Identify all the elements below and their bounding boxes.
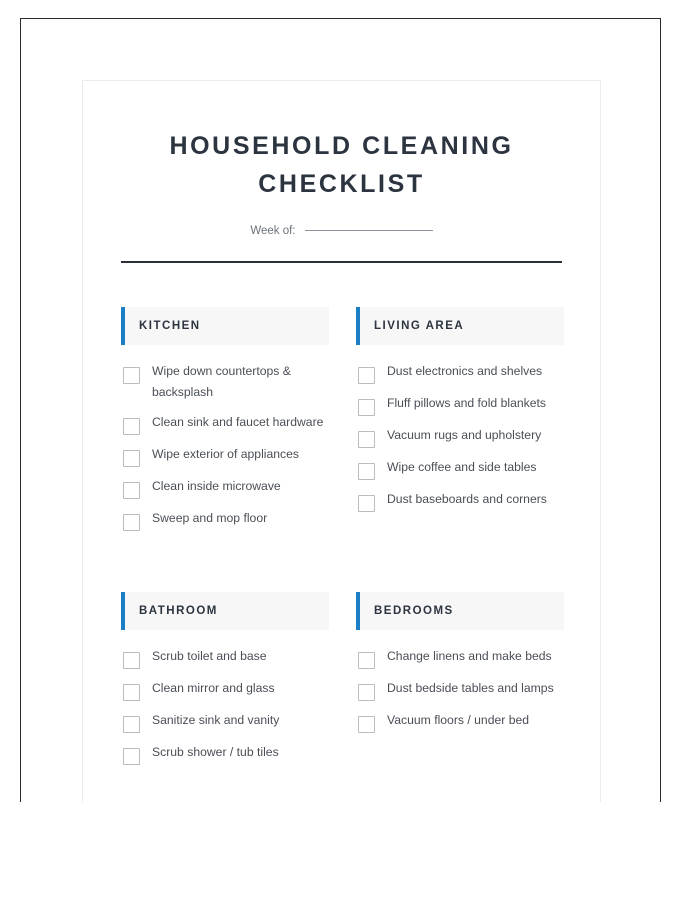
task-label: Vacuum rugs and upholstery xyxy=(387,428,542,443)
section-kitchen xyxy=(121,307,329,540)
section-bedrooms xyxy=(356,592,564,774)
task-list xyxy=(356,630,564,733)
task-item[interactable] xyxy=(358,678,564,701)
checkbox-icon[interactable] xyxy=(358,684,375,701)
task-item[interactable] xyxy=(358,710,564,733)
sections-grid xyxy=(121,307,562,774)
title-divider xyxy=(121,261,562,263)
checkbox-icon[interactable] xyxy=(123,482,140,499)
task-item[interactable] xyxy=(123,412,329,435)
task-label: Wipe exterior of appliances xyxy=(152,447,299,462)
section-header xyxy=(356,307,564,345)
task-item[interactable] xyxy=(123,710,329,733)
task-label: Dust bedside tables and lamps xyxy=(387,681,554,696)
checkbox-icon[interactable] xyxy=(123,652,140,669)
section-title: LIVING AREA xyxy=(374,320,465,333)
section-bathroom xyxy=(121,592,329,774)
checkbox-icon[interactable] xyxy=(358,495,375,512)
checkbox-icon[interactable] xyxy=(123,514,140,531)
task-label: Vacuum floors / under bed xyxy=(387,713,530,728)
checklist-sheet xyxy=(82,80,601,802)
week-of-row xyxy=(121,225,562,237)
checkbox-icon[interactable] xyxy=(123,367,140,384)
task-label: Fluff pillows and fold blankets xyxy=(387,396,546,411)
section-title: KITCHEN xyxy=(139,320,201,333)
task-item[interactable] xyxy=(358,489,564,512)
checkbox-icon[interactable] xyxy=(358,431,375,448)
week-of-label: Week of: xyxy=(250,225,296,237)
task-list xyxy=(121,630,329,765)
task-list xyxy=(121,345,329,531)
task-item[interactable] xyxy=(123,361,329,403)
checkbox-icon[interactable] xyxy=(358,463,375,480)
task-item[interactable] xyxy=(123,646,329,669)
page-frame xyxy=(20,18,661,802)
checkbox-icon[interactable] xyxy=(123,748,140,765)
task-label: Sanitize sink and vanity xyxy=(152,713,280,728)
task-label: Dust electronics and shelves xyxy=(387,364,543,379)
task-item[interactable] xyxy=(123,742,329,765)
task-label: Scrub toilet and base xyxy=(152,649,267,664)
checkbox-icon[interactable] xyxy=(358,367,375,384)
page-title: HOUSEHOLD CLEANING CHECKLIST xyxy=(169,132,514,198)
task-item[interactable] xyxy=(358,646,564,669)
task-item[interactable] xyxy=(123,444,329,467)
section-header xyxy=(121,307,329,345)
task-label: Clean inside microwave xyxy=(152,479,281,494)
checkbox-icon[interactable] xyxy=(123,684,140,701)
checkbox-icon[interactable] xyxy=(358,716,375,733)
task-item[interactable] xyxy=(358,361,564,384)
checkbox-icon[interactable] xyxy=(358,399,375,416)
task-item[interactable] xyxy=(358,393,564,416)
section-header xyxy=(121,592,329,630)
task-label: Sweep and mop floor xyxy=(152,511,268,526)
section-header xyxy=(356,592,564,630)
section-living-area xyxy=(356,307,564,540)
task-label: Dust baseboards and corners xyxy=(387,492,547,507)
section-title: BATHROOM xyxy=(139,605,218,618)
task-label: Clean mirror and glass xyxy=(152,681,275,696)
task-label: Wipe down countertops & backsplash xyxy=(152,364,291,400)
checkbox-icon[interactable] xyxy=(123,716,140,733)
task-list xyxy=(356,345,564,512)
checkbox-icon[interactable] xyxy=(123,418,140,435)
task-item[interactable] xyxy=(123,508,329,531)
section-title: BEDROOMS xyxy=(374,605,454,618)
task-label: Wipe coffee and side tables xyxy=(387,460,537,475)
checkbox-icon[interactable] xyxy=(358,652,375,669)
task-label: Scrub shower / tub tiles xyxy=(152,745,279,760)
checkbox-icon[interactable] xyxy=(123,450,140,467)
task-item[interactable] xyxy=(123,476,329,499)
task-item[interactable] xyxy=(358,457,564,480)
task-item[interactable] xyxy=(358,425,564,448)
task-item[interactable] xyxy=(123,678,329,701)
task-label: Clean sink and faucet hardware xyxy=(152,415,324,430)
week-of-input[interactable] xyxy=(305,230,433,231)
task-label: Change linens and make beds xyxy=(387,649,552,664)
